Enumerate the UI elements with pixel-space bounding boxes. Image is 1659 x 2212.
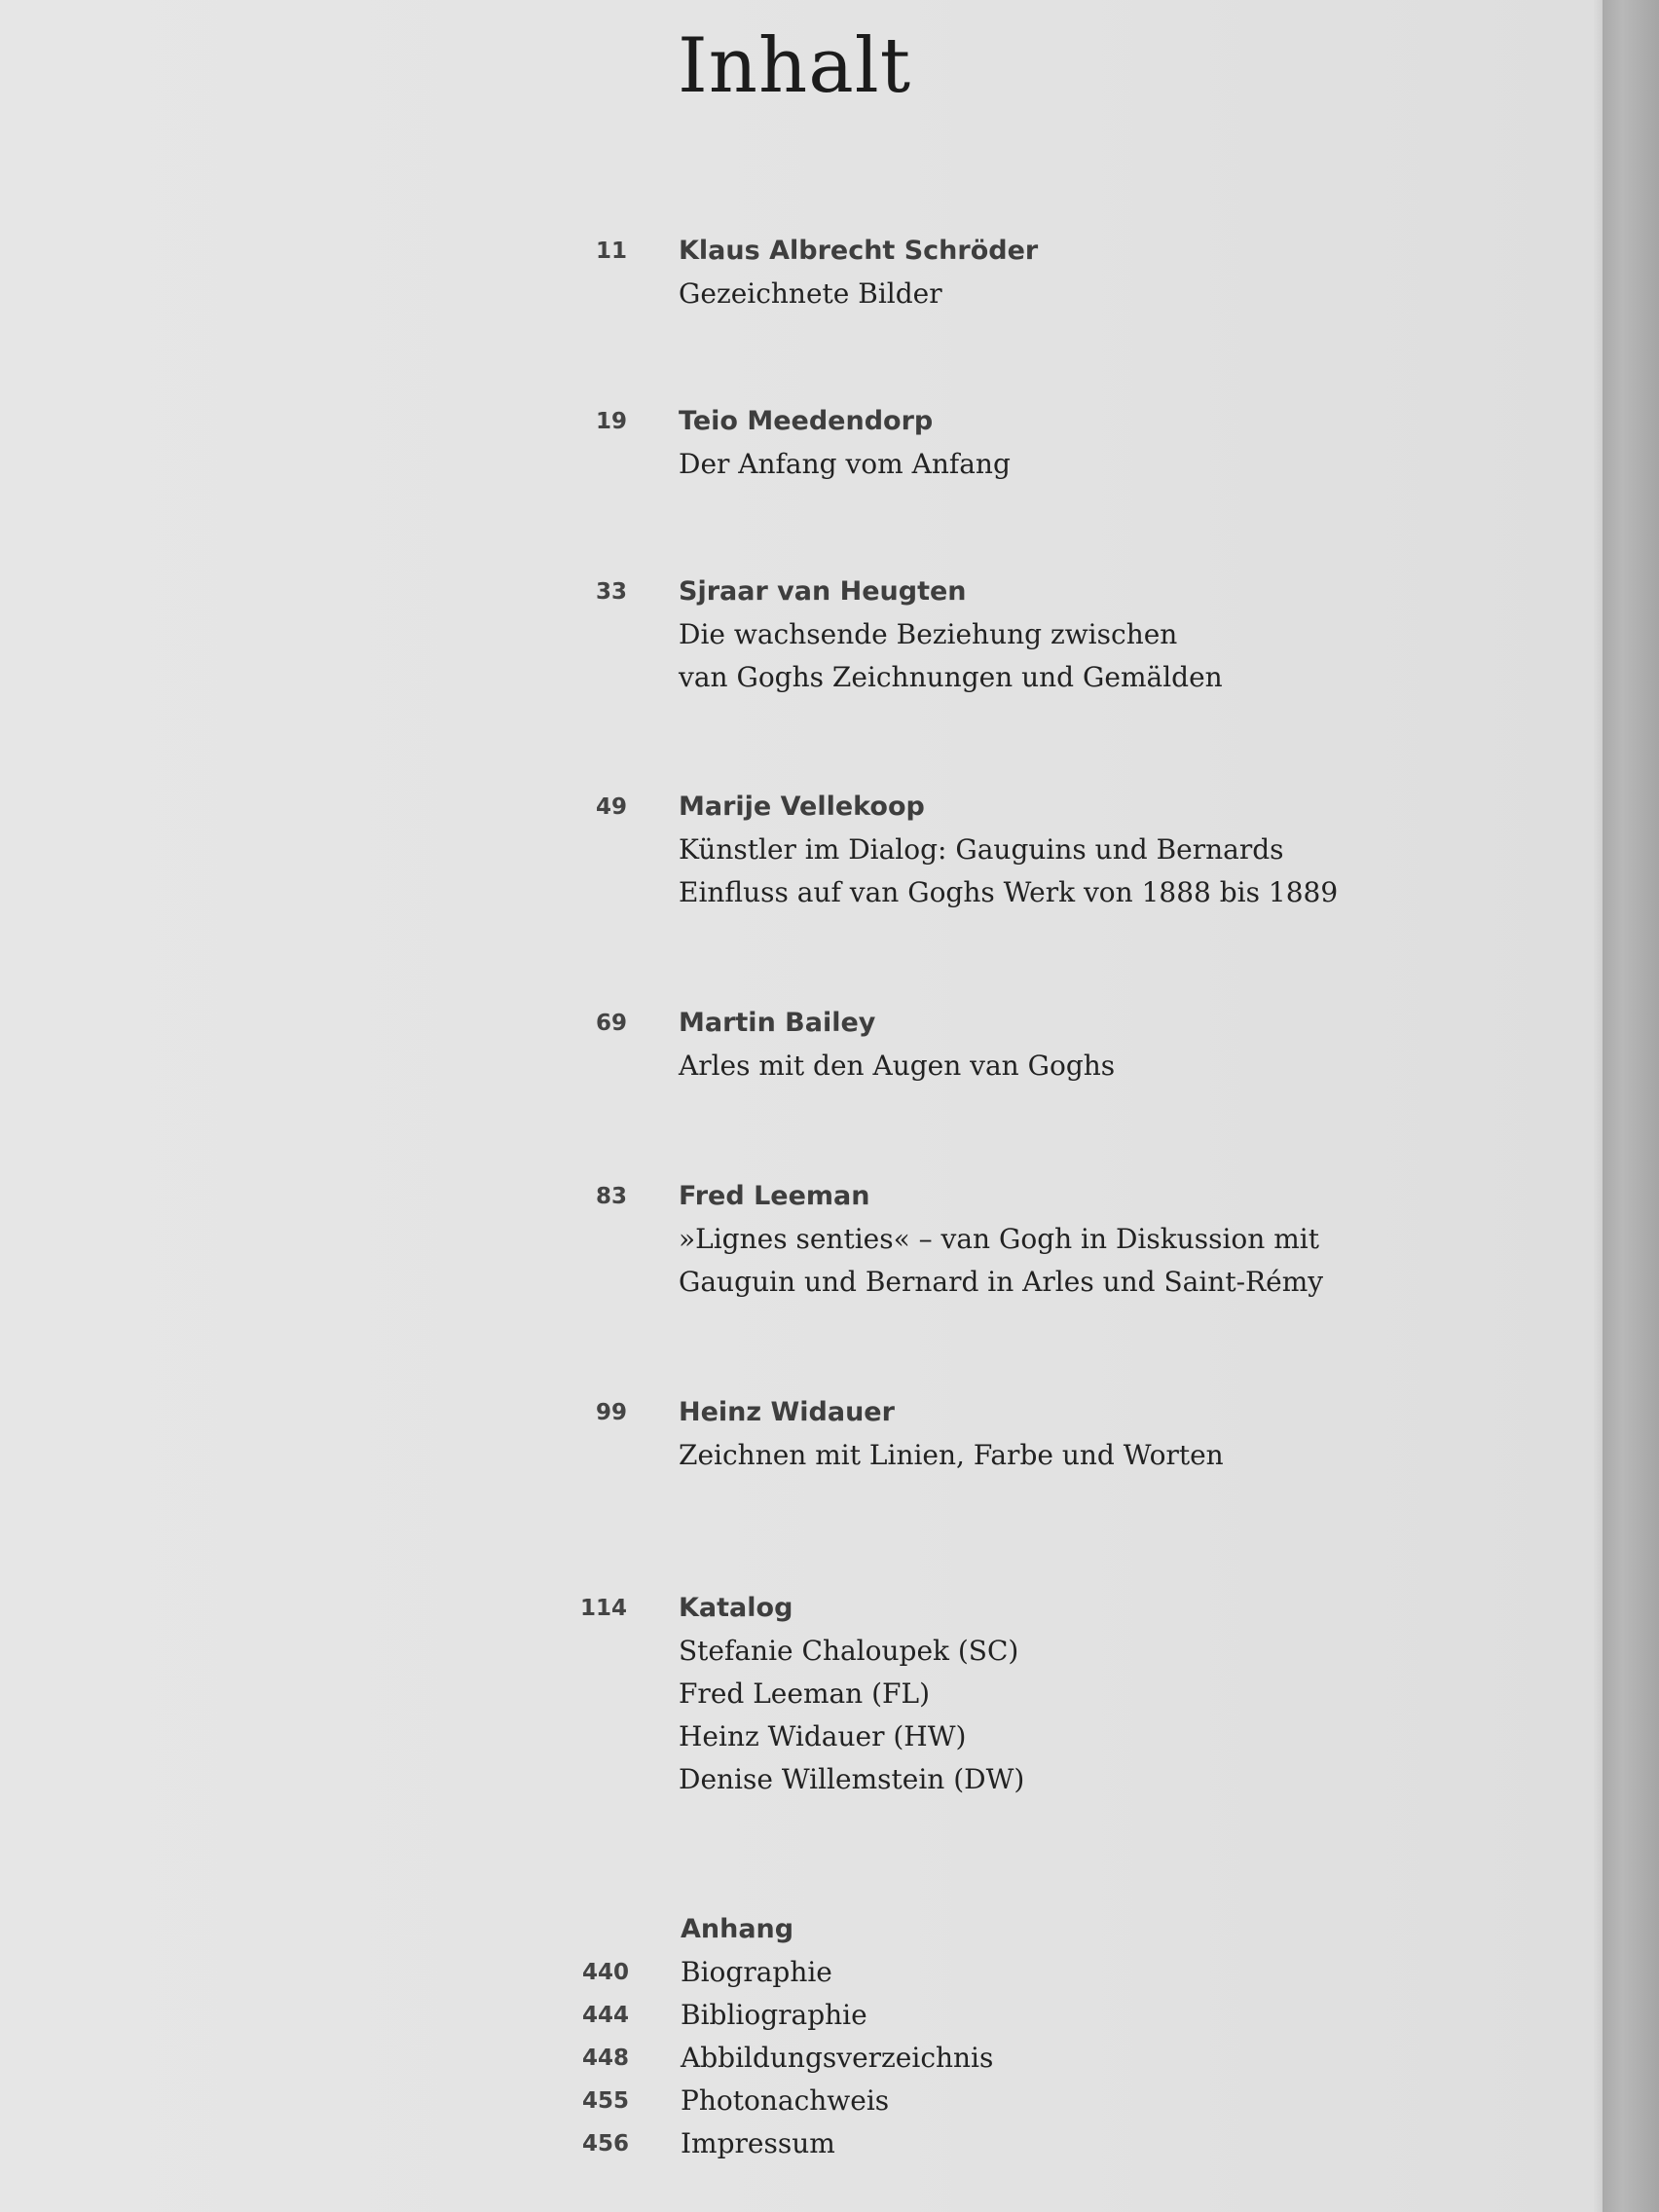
toc-title [679, 273, 942, 315]
appendix-label: Bibliographie [681, 1999, 867, 2031]
toc-page-number: 69 [595, 1011, 627, 1036]
toc-title-line: Künstler im Dialog: Gauguins und Bernards [679, 833, 1284, 866]
appendix-item [0, 2122, 1603, 2165]
toc-title [679, 613, 1223, 699]
toc-title-line: Gezeichnete Bilder [679, 277, 942, 310]
toc-title-line: Zeichnen mit Linien, Farbe und Worten [679, 1439, 1224, 1471]
toc-author: Teio Meedendorp [679, 406, 934, 436]
toc-page-number: 11 [595, 239, 627, 264]
toc-page-number: 114 [579, 1596, 627, 1621]
toc-author: Heinz Widauer [679, 1397, 895, 1427]
appendix-label: Abbildungsverzeichnis [681, 2042, 994, 2074]
toc-page-number: 49 [595, 794, 627, 820]
toc-title-line: Stefanie Chaloupek (SC) [679, 1635, 1019, 1667]
toc-title-line: Arles mit den Augen van Goghs [679, 1050, 1116, 1082]
appendix-item [0, 2080, 1603, 2122]
toc-title-line: »Lignes senties« – van Gogh in Diskussion mit [679, 1223, 1319, 1255]
appendix-label: Photonachweis [681, 2084, 890, 2117]
toc-page-number: 19 [595, 409, 627, 434]
appendix-label: Biographie [681, 1956, 832, 1988]
toc-page-number: 444 [581, 2003, 629, 2028]
appendix-heading: Anhang [681, 1914, 794, 1944]
appendix-item [0, 1951, 1603, 1994]
toc-author: Marije Vellekoop [679, 792, 925, 822]
toc-title-line: Der Anfang vom Anfang [679, 448, 1011, 480]
toc-page-number: 83 [595, 1184, 627, 1209]
toc-title [679, 1630, 1024, 1801]
toc-title [679, 443, 1011, 486]
page-title: Inhalt [678, 22, 912, 110]
toc-page-number: 99 [595, 1400, 627, 1425]
toc-page-number: 455 [581, 2088, 629, 2114]
toc-author: Fred Leeman [679, 1181, 870, 1211]
toc-title [679, 1434, 1224, 1477]
toc-author: Klaus Albrecht Schröder [679, 236, 1039, 266]
toc-title [679, 1218, 1323, 1304]
toc-author: Katalog [679, 1593, 793, 1623]
toc-title-line: Einfluss auf van Goghs Werk von 1888 bis 1889 [679, 876, 1339, 908]
book-edge [1603, 0, 1659, 2212]
toc-page-number: 440 [581, 1960, 629, 1985]
toc-author: Martin Bailey [679, 1008, 876, 1038]
toc-title [679, 1045, 1115, 1088]
toc-title [679, 829, 1338, 914]
toc-title-line: Gauguin und Bernard in Arles und Saint-Rémy [679, 1266, 1324, 1298]
toc-title-line: Fred Leeman (FL) [679, 1677, 930, 1710]
toc-title-line: van Goghs Zeichnungen und Gemälden [679, 661, 1223, 693]
appendix-item [0, 2037, 1603, 2080]
toc-page-number: 448 [581, 2046, 629, 2071]
appendix-item [0, 1994, 1603, 2037]
toc-title-line: Denise Willemstein (DW) [679, 1763, 1025, 1795]
toc-author: Sjraar van Heugten [679, 576, 967, 607]
appendix-label: Impressum [681, 2127, 835, 2159]
toc-title-line: Die wachsende Beziehung zwischen [679, 618, 1178, 650]
toc-title-line: Heinz Widauer (HW) [679, 1720, 967, 1752]
toc-page-number: 33 [595, 579, 627, 605]
toc-page-number: 456 [581, 2131, 629, 2157]
